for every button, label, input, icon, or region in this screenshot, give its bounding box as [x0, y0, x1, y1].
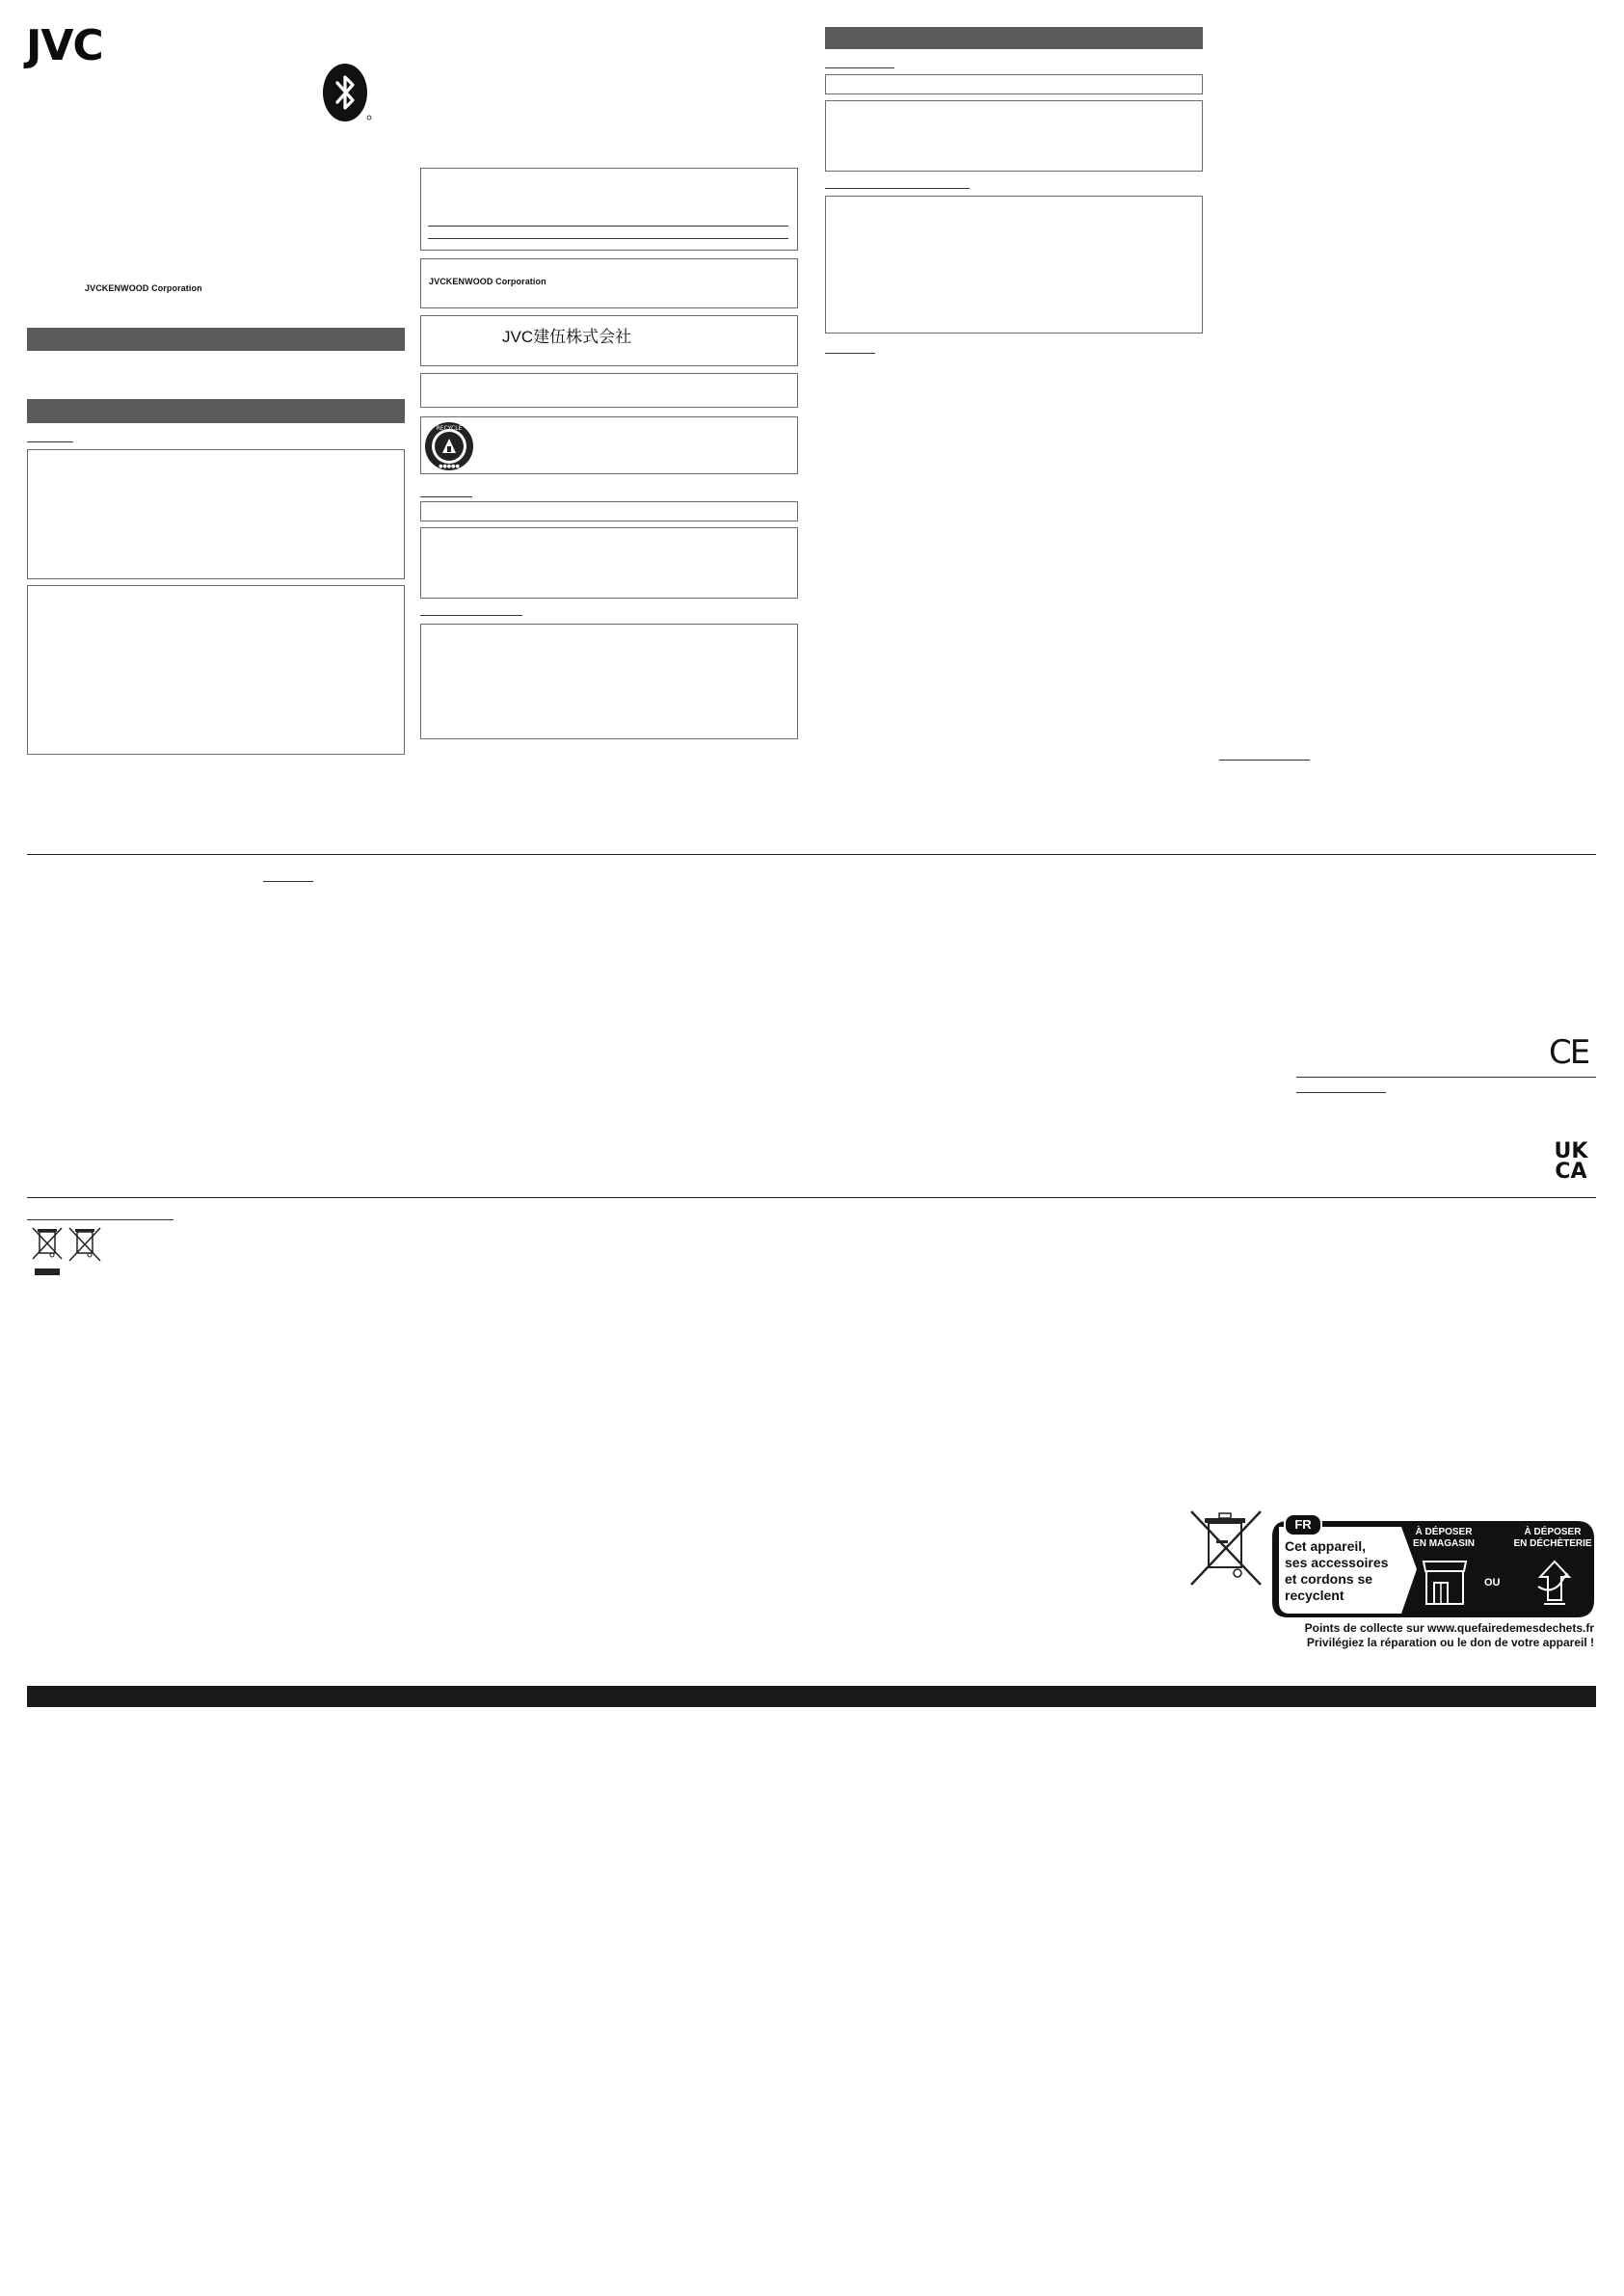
- underline-heading: [27, 441, 73, 442]
- fr-footer-line: Points de collecte sur www.quefairedemesdechets.fr: [1304, 1621, 1594, 1635]
- svg-text:RECYCLE: RECYCLE: [436, 425, 463, 432]
- corporation-name: JVCKENWOOD Corporation: [85, 283, 202, 293]
- dump-heading: [1511, 1527, 1594, 1550]
- crossed-bin-icon: [31, 1226, 64, 1276]
- japanese-brand: JVC建伍株式会社: [502, 328, 632, 346]
- text-box: [825, 100, 1203, 172]
- divider: [428, 226, 788, 227]
- section-header-bar: [825, 27, 1203, 49]
- fr-main-text: [1285, 1538, 1388, 1604]
- text-box: [420, 373, 798, 408]
- fr-main-line: ses accessoires: [1285, 1555, 1389, 1570]
- fr-badge: [1284, 1513, 1322, 1536]
- recycle-box: [420, 416, 798, 474]
- underline-heading: [1296, 1077, 1596, 1078]
- footer-bar: [27, 1686, 1596, 1707]
- fr-footer-line: Privilégiez la réparation ou le don de votre appareil !: [1306, 1636, 1594, 1649]
- section-divider: [27, 1197, 1596, 1198]
- section-header-bar: [27, 328, 405, 351]
- text-box: [420, 501, 798, 521]
- dump-heading-line: EN DÉCHÈTERIE: [1513, 1538, 1592, 1549]
- svg-text:●●●●●: ●●●●●: [439, 464, 460, 469]
- fr-main-line: recyclent: [1285, 1588, 1344, 1603]
- text-box: [420, 168, 798, 251]
- text-box: [420, 624, 798, 739]
- text-box: [825, 74, 1203, 94]
- fr-triman-panel: [1270, 1513, 1596, 1649]
- ukca-top: UK: [1554, 1139, 1588, 1163]
- corporation-name: JVCKENWOOD Corporation: [429, 277, 546, 286]
- divider: [428, 238, 788, 239]
- recycling-center-icon: [1531, 1556, 1579, 1610]
- text-box: [27, 449, 405, 579]
- underline-heading: [27, 1219, 173, 1220]
- recycle-seal-icon: [424, 421, 474, 471]
- fr-badge-label: FR: [1294, 1517, 1312, 1532]
- underline-heading: [825, 67, 894, 68]
- underline-heading: [263, 881, 313, 882]
- fr-main-line: Cet appareil,: [1285, 1538, 1367, 1554]
- weee-bin-icon: [1187, 1509, 1265, 1589]
- text-box: [27, 585, 405, 755]
- crossed-bin-icon: [67, 1226, 102, 1265]
- bluetooth-icon: [322, 62, 372, 123]
- text-box: [825, 196, 1203, 334]
- underline-heading: [1219, 760, 1310, 761]
- ukca-bottom: CA: [1555, 1160, 1587, 1184]
- fr-main-line: et cordons se: [1285, 1571, 1373, 1587]
- store-heading-line: EN MAGASIN: [1413, 1538, 1475, 1549]
- section-divider: [27, 854, 1596, 855]
- underline-heading: [1296, 1092, 1386, 1093]
- store-heading: [1405, 1527, 1482, 1550]
- jvc-logo: JVC: [26, 21, 103, 70]
- section-header-bar: [27, 399, 405, 423]
- store-icon: [1421, 1558, 1469, 1608]
- fr-footer: [1305, 1621, 1594, 1650]
- or-label: OU: [1484, 1577, 1501, 1589]
- japanese-brand-box: [420, 315, 798, 366]
- underline-heading: [420, 496, 472, 497]
- store-heading-line: À DÉPOSER: [1415, 1527, 1473, 1537]
- ukca-mark: [1550, 1141, 1592, 1182]
- underline-heading: [825, 188, 970, 189]
- underline-heading: [420, 615, 522, 616]
- dump-heading-line: À DÉPOSER: [1524, 1527, 1582, 1537]
- ce-mark: CE: [1549, 1033, 1589, 1072]
- underline-heading: [825, 353, 875, 354]
- text-box: [420, 527, 798, 599]
- corporation-box: [420, 258, 798, 308]
